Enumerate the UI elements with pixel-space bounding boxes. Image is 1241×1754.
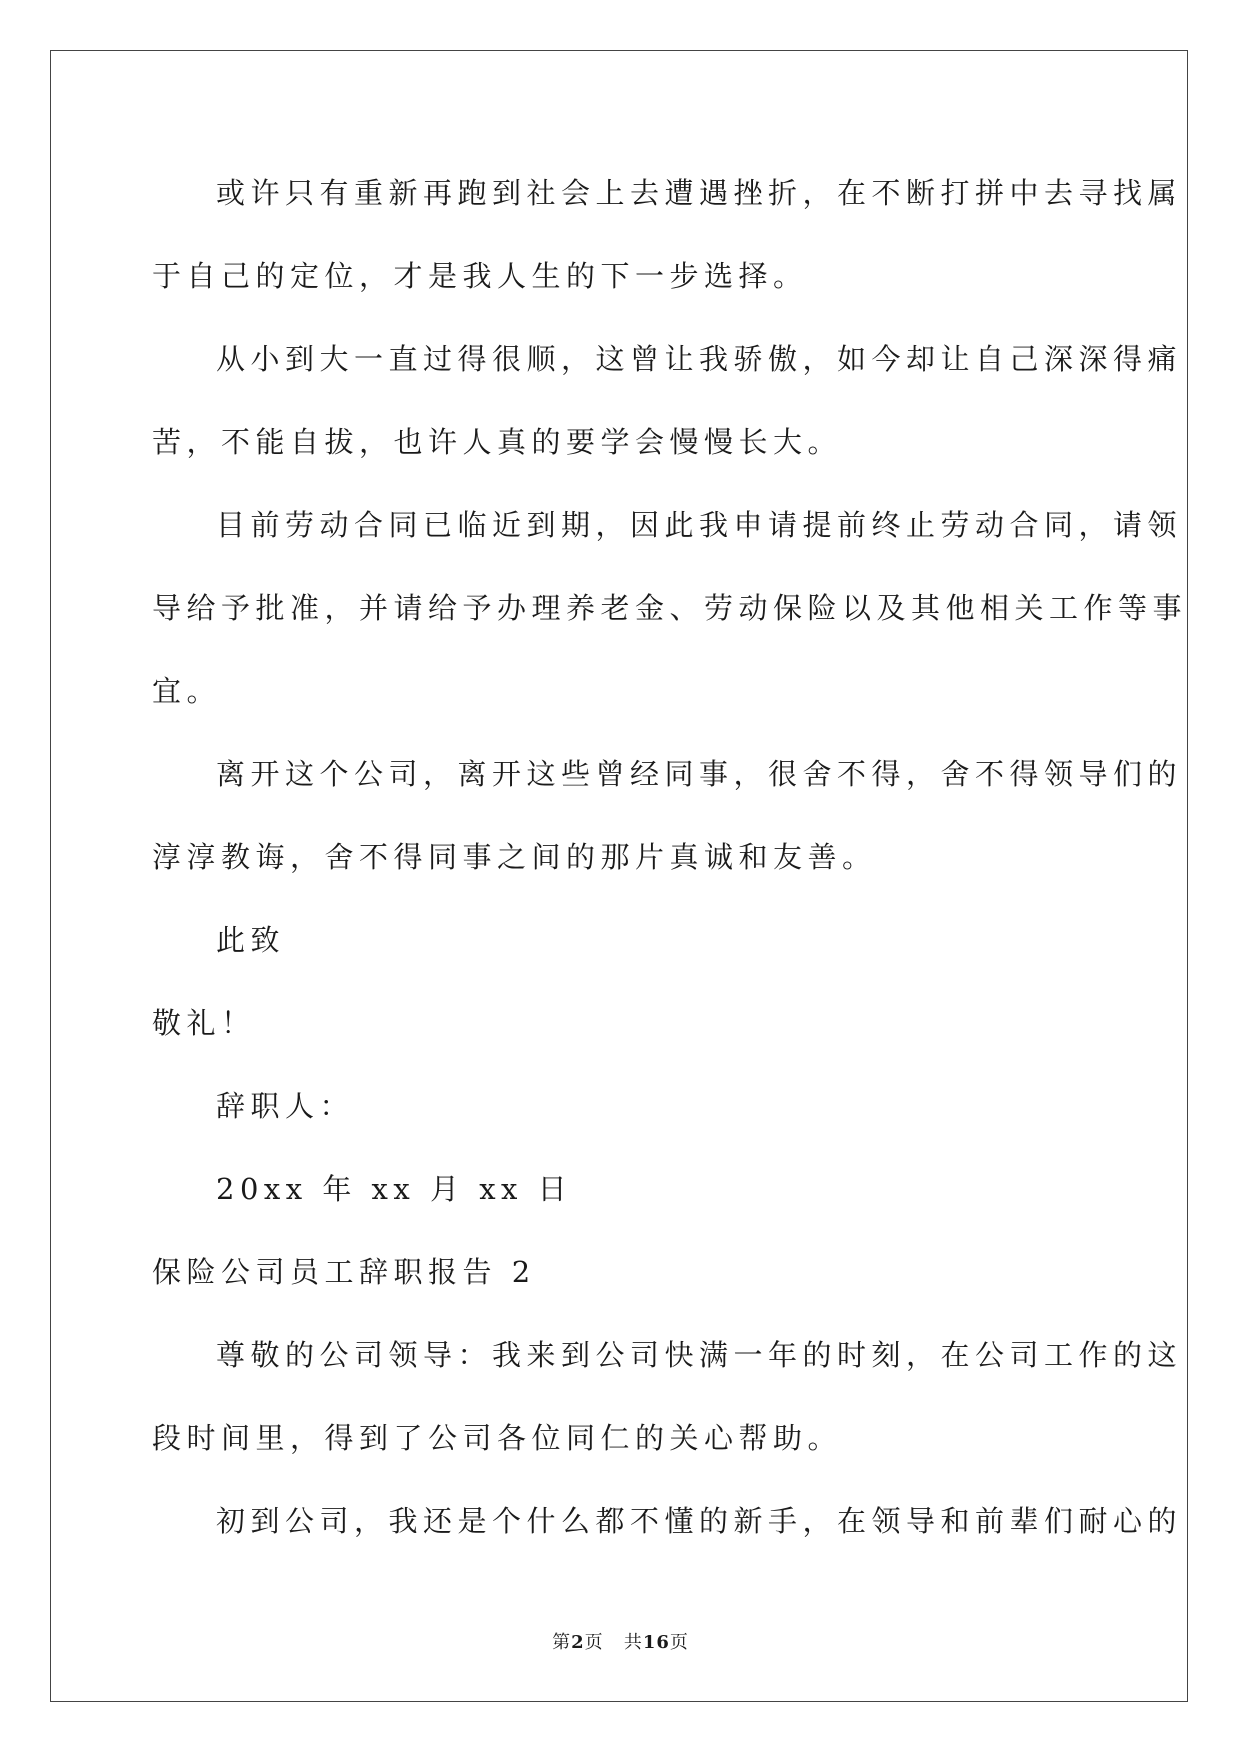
page-footer xyxy=(0,1628,1241,1654)
date-line: 20xx 年 xx 月 xx 日 xyxy=(216,1172,573,1206)
page-suffix: 页 xyxy=(584,1632,604,1653)
text-line: 尊敬的公司领导：我来到公司快满一年的时刻，在公司工作的这 xyxy=(216,1338,1183,1372)
page-number: 2 xyxy=(571,1632,585,1653)
section-title: 保险公司员工辞职报告 2 xyxy=(152,1255,536,1289)
text-line: 或许只有重新再跑到社会上去遭遇挫折，在不断打拼中去寻找属 xyxy=(216,176,1183,210)
total-prefix: 共 xyxy=(623,1632,643,1653)
page-prefix: 第 xyxy=(552,1632,572,1653)
document-body xyxy=(152,168,1188,1579)
text-line: 段时间里，得到了公司各位同仁的关心帮助。 xyxy=(152,1421,843,1455)
signature-label: 辞职人： xyxy=(216,1089,355,1123)
text-line: 淳淳教诲，舍不得同事之间的那片真诚和友善。 xyxy=(152,840,877,874)
text-line: 目前劳动合同已临近到期，因此我申请提前终止劳动合同，请领 xyxy=(216,508,1183,542)
text-line: 从小到大一直过得很顺，这曾让我骄傲，如今却让自己深深得痛 xyxy=(216,342,1183,376)
total-suffix: 页 xyxy=(669,1632,689,1653)
text-line: 于自己的定位，才是我人生的下一步选择。 xyxy=(152,259,808,293)
total-pages: 16 xyxy=(642,1632,670,1653)
text-line: 初到公司，我还是个什么都不懂的新手，在领导和前辈们耐心的 xyxy=(216,1504,1183,1538)
text-line: 苦，不能自拔，也许人真的要学会慢慢长大。 xyxy=(152,425,843,459)
text-line: 导给予批准，并请给予办理养老金、劳动保险以及其他相关工作等事 xyxy=(152,591,1188,625)
closing-regards: 敬礼！ xyxy=(152,1006,256,1040)
text-line: 离开这个公司，离开这些曾经同事，很舍不得，舍不得领导们的 xyxy=(216,757,1183,791)
closing-salutation: 此致 xyxy=(216,923,286,957)
text-line: 宜。 xyxy=(152,674,222,708)
